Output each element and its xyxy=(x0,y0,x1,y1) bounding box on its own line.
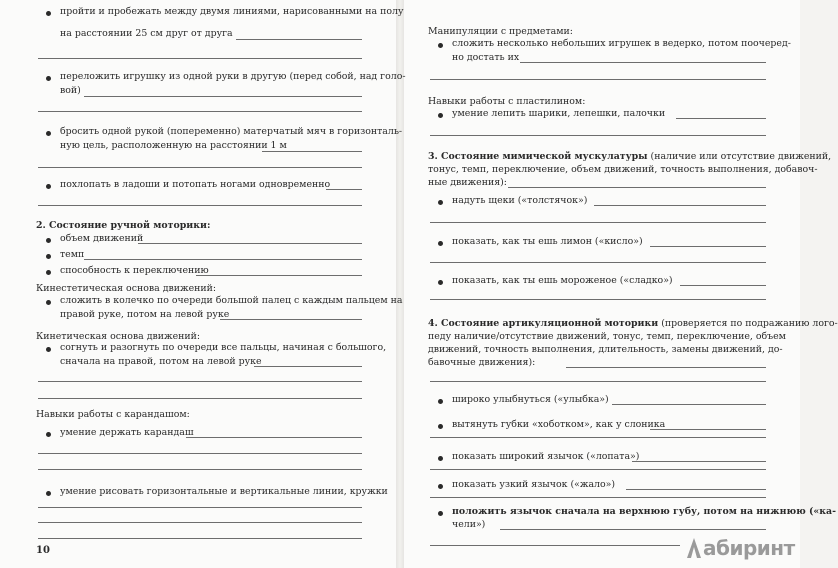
answer-line[interactable] xyxy=(262,151,362,152)
list-item-text: вой) xyxy=(60,85,81,96)
answer-line[interactable] xyxy=(430,437,766,438)
section-heading: 2. Состояние ручной моторики: xyxy=(36,220,211,231)
list-item-text: положить язычок сначала на верхнюю губу, потом на нижнюю («ка- xyxy=(452,506,836,517)
answer-line[interactable] xyxy=(566,367,766,368)
answer-line[interactable] xyxy=(626,489,766,490)
section-note: (наличие или отсутствие движений, xyxy=(647,151,832,162)
list-item-text: сначала на правой, потом на левой руке xyxy=(60,356,262,367)
list-item-text: ную цель, расположенную на расстоянии 1 м xyxy=(60,140,287,151)
answer-line[interactable] xyxy=(430,381,766,382)
list-item-text: объем движений xyxy=(60,233,144,244)
answer-line[interactable] xyxy=(430,79,766,80)
list-item-text: умение лепить шарики, лепешки, палочки xyxy=(452,108,666,119)
answer-line[interactable] xyxy=(84,259,362,260)
list-item-text: темп xyxy=(60,249,85,260)
list-item-text: бросить одной рукой (попеременно) матерчатый мяч в горизонталь- xyxy=(60,126,403,137)
bullet-icon xyxy=(438,43,443,48)
answer-line[interactable] xyxy=(38,538,362,539)
bullet-icon xyxy=(46,270,51,275)
answer-line[interactable] xyxy=(508,187,766,188)
answer-line[interactable] xyxy=(520,62,766,63)
answer-line[interactable] xyxy=(680,285,766,286)
list-item-text: сложить в колечко по очереди большой палец с каждым пальцем на xyxy=(60,295,403,306)
answer-line[interactable] xyxy=(650,246,766,247)
list-item-text: надуть щеки («толстячок») xyxy=(452,195,588,206)
bullet-icon xyxy=(46,238,51,243)
answer-line[interactable] xyxy=(430,299,766,300)
section-title: 4. Состояние артикуляционной моторики xyxy=(428,318,659,329)
list-item-text: широко улыбнуться («улыбка») xyxy=(452,394,609,405)
bullet-icon xyxy=(438,424,443,429)
section-note: тонус, темп, переключение, объем движений, точность выполнения, добавоч- xyxy=(428,164,818,175)
bullet-icon xyxy=(46,131,51,136)
answer-line[interactable] xyxy=(594,205,766,206)
answer-line[interactable] xyxy=(138,243,362,244)
list-item-text: показать узкий язычок («жало») xyxy=(452,479,616,490)
answer-line[interactable] xyxy=(236,39,362,40)
bullet-icon xyxy=(438,399,443,404)
subsection-label: Навыки работы с пластилином: xyxy=(428,96,586,107)
answer-line[interactable] xyxy=(650,429,766,430)
section-note: бавочные движения): xyxy=(428,357,536,368)
list-item-text: пройти и пробежать между двумя линиями, нарисованными на полу xyxy=(60,6,404,17)
answer-line[interactable] xyxy=(430,469,766,470)
bullet-icon xyxy=(46,76,51,81)
answer-line[interactable] xyxy=(38,522,362,523)
answer-line[interactable] xyxy=(430,545,680,546)
list-item-text: показать, как ты ешь лимон («кисло») xyxy=(452,236,643,247)
subsection-label: Навыки работы с карандашом: xyxy=(36,409,190,420)
answer-line[interactable] xyxy=(196,275,362,276)
list-item-text: сложить несколько небольших игрушек в ведерко, потом поочеред- xyxy=(452,38,791,49)
list-item-text: чели») xyxy=(452,519,486,530)
list-item-text: вытянуть губки «хоботком», как у слоника xyxy=(452,419,666,430)
answer-line[interactable] xyxy=(632,461,766,462)
subsection-label: Кинетическая основа движений: xyxy=(36,331,201,342)
list-item-text: правой руке, потом на левой руке xyxy=(60,309,230,320)
answer-line[interactable] xyxy=(612,404,766,405)
bullet-icon xyxy=(438,200,443,205)
bullet-icon xyxy=(46,11,51,16)
list-item-text: но достать их xyxy=(452,52,520,63)
list-item-text: похлопать в ладоши и потопать ногами одновременно xyxy=(60,179,331,190)
answer-line[interactable] xyxy=(38,453,362,454)
bullet-icon xyxy=(46,184,51,189)
section-note: движений, точность выполнения, длительность, замены движений, до- xyxy=(428,344,783,355)
bullet-icon xyxy=(46,300,51,305)
list-item-text: умение держать карандаш xyxy=(60,427,194,438)
bullet-icon xyxy=(46,347,51,352)
list-item-text: умение рисовать горизонтальные и вертикальные линии, кружки xyxy=(60,486,388,497)
bullet-icon xyxy=(438,280,443,285)
bullet-icon xyxy=(46,432,51,437)
labirint-watermark xyxy=(686,536,795,560)
answer-line[interactable] xyxy=(38,507,362,508)
subsection-label: Манипуляции с предметами: xyxy=(428,26,573,37)
subsection-label: Кинестетическая основа движений: xyxy=(36,283,217,294)
answer-line[interactable] xyxy=(38,469,362,470)
answer-line[interactable] xyxy=(38,58,362,59)
answer-line[interactable] xyxy=(38,381,362,382)
list-item-text: способность к переключению xyxy=(60,265,209,276)
list-item-text: показать широкий язычок («лопата») xyxy=(452,451,640,462)
bullet-icon xyxy=(46,491,51,496)
answer-line[interactable] xyxy=(676,118,766,119)
section-note: ные движения): xyxy=(428,177,507,188)
answer-line[interactable] xyxy=(254,366,362,367)
bullet-icon xyxy=(438,241,443,246)
list-item-text: на расстоянии 25 см друг от друга xyxy=(60,28,233,39)
bullet-icon xyxy=(438,456,443,461)
section-heading xyxy=(428,151,831,163)
section-note: (проверяется по подражанию лого- xyxy=(658,318,838,329)
answer-line[interactable] xyxy=(38,167,362,168)
section-title: 3. Состояние мимической мускулатуры xyxy=(428,151,648,162)
list-item-text: согнуть и разогнуть по очереди все пальцы, начиная с большого, xyxy=(60,342,387,353)
bullet-icon xyxy=(438,113,443,118)
answer-line[interactable] xyxy=(430,135,766,136)
answer-line[interactable] xyxy=(220,319,362,320)
bullet-icon xyxy=(438,484,443,489)
list-item-text: переложить игрушку из одной руки в другую (перед собой, над голо- xyxy=(60,71,406,82)
answer-line[interactable] xyxy=(430,497,766,498)
answer-line[interactable] xyxy=(326,189,362,190)
page-number: 10 xyxy=(36,545,50,556)
section-heading xyxy=(428,318,838,330)
answer-line[interactable] xyxy=(430,222,766,223)
answer-line[interactable] xyxy=(38,111,362,112)
labirint-logo-text: абиринт xyxy=(703,536,795,560)
answer-line[interactable] xyxy=(186,437,362,438)
bullet-icon xyxy=(46,254,51,259)
list-item-text: показать, как ты ешь мороженое («сладко») xyxy=(452,275,673,286)
answer-line[interactable] xyxy=(38,205,362,206)
book-gutter xyxy=(396,0,404,568)
bullet-icon xyxy=(438,511,443,516)
answer-line[interactable] xyxy=(430,262,766,263)
answer-line[interactable] xyxy=(38,398,362,399)
labirint-logo-icon xyxy=(686,537,702,559)
answer-line[interactable] xyxy=(84,96,362,97)
section-note: педу наличие/отсутствие движений, тонус, темп, переключение, объем xyxy=(428,331,786,342)
answer-line[interactable] xyxy=(500,529,766,530)
